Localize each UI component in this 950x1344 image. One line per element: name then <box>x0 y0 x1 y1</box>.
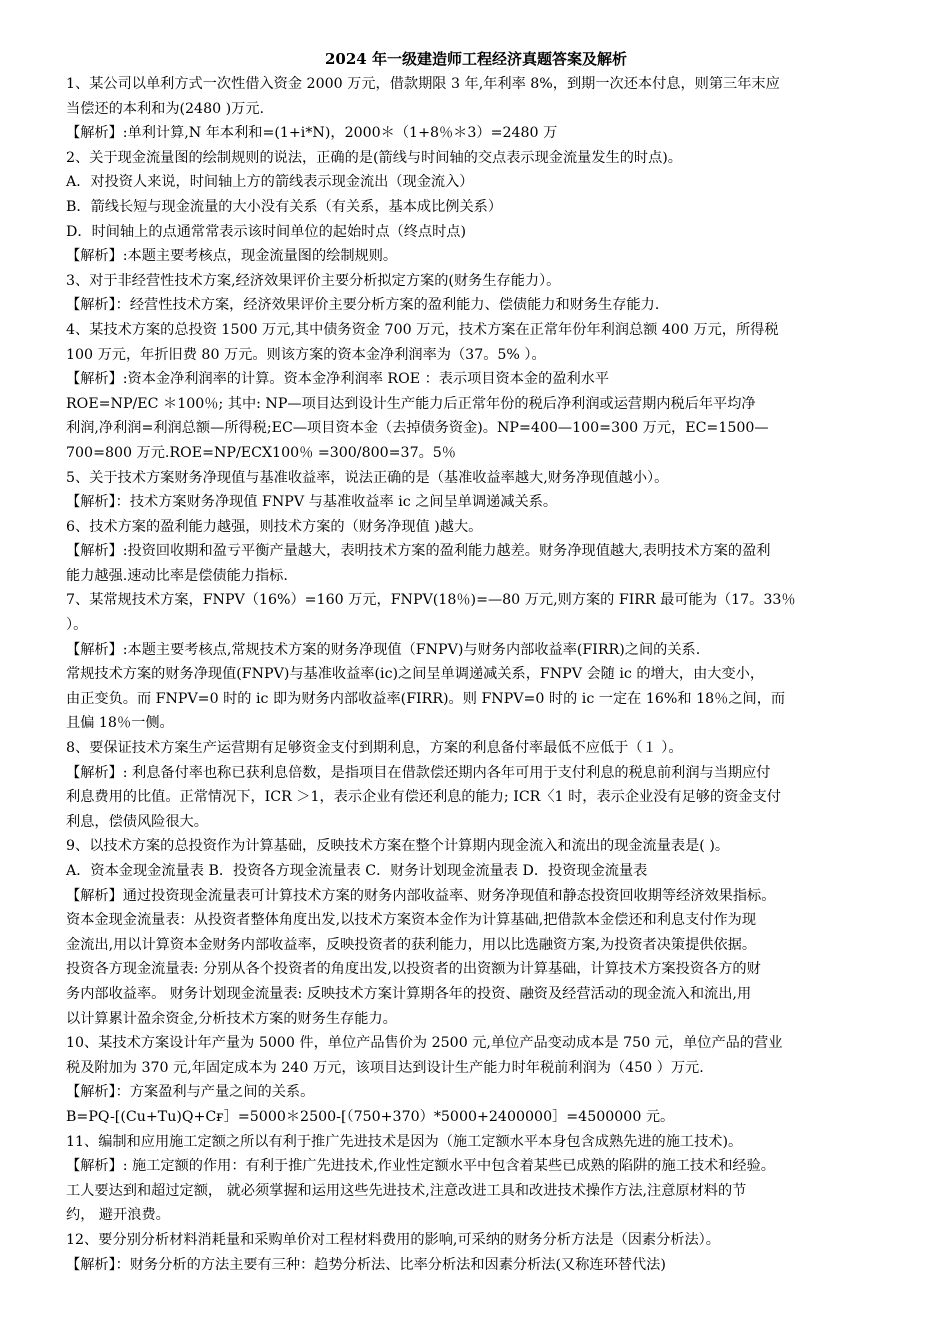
text-line: 【解析】:投资回收期和盈亏平衡产量越大，表明技术方案的盈利能力越差。财务净现值越大,表明技术方案的盈利 <box>66 543 771 560</box>
text-line: 【解析】:单利计算,N 年本利和=(1+i*N)，2000＊（1+8％＊3）=2480 万 <box>66 125 558 142</box>
text-line: 12、要分别分析材料消耗量和采购单价对工程材料费用的影响,可采纳的财务分析方法是（因素分析法）。 <box>66 1231 720 1248</box>
text-line: 【解析】:本题主要考核点,常规技术方案的财务净现值（FNPV)与财务内部收益率(FIRR)之间的关系. <box>66 641 701 658</box>
text-line: 【解析】：经营性技术方案，经济效果评价主要分析方案的盈利能力、偿债能力和财务生存能力. <box>66 297 660 314</box>
text-line: 7、某常规技术方案，FNPV（16%）=160 万元，FNPV(18％)=—80 万元,则方案的 FIRR 最可能为（17。33％ <box>66 592 796 609</box>
text-line: B=PQ-[(Cu+Tu)Q+Cғ］=5000＊2500-[（750+370）*5000+2400000］=4500000 元。 <box>66 1108 675 1125</box>
text-line: 利润,净利润=利润总额—所得税;EC—项目资本金（去掉债务资金)。NP=400—100=300 万元，EC=1500— <box>66 420 769 437</box>
text-line: 利息，偿债风险很大。 <box>66 813 208 830</box>
text-line: D．时间轴上的点通常常表示该时间单位的起始时点（终点时点) <box>66 223 466 240</box>
document-body <box>66 72 886 1277</box>
text-line: 利息费用的比值。正常情况下，ICR ＞1，表示企业有偿还利息的能力; ICR〈1 时，表示企业没有足够的资金支付 <box>66 789 781 806</box>
text-line: 当偿还的本利和为(2480 )万元. <box>66 100 265 117</box>
text-line: 【解析】:资本金净利润率的计算。资本金净利润率 ROE ：表示项目资本金的盈利水平 <box>66 371 610 388</box>
text-line: 【解析】：财务分析的方法主要有三种：趋势分析法、比率分析法和因素分析法(又称连环替代法) <box>66 1256 666 1273</box>
text-line: 100 万元，年折旧费 80 万元。则该方案的资本金净利润率为（37。5% ）。 <box>66 346 546 363</box>
text-line: 约， 避开浪费。 <box>66 1207 170 1224</box>
text-line: 【解析】: 施工定额的作用：有利于推广先进技术,作业性定额水平中包含着某些已成熟的陷阱的施工技术和经验。 <box>66 1158 775 1175</box>
text-line: B．箭线长短与现金流量的大小没有关系（有关系，基本成比例关系） <box>66 198 503 215</box>
text-line: 1、某公司以单利方式一次性借入资金 2000 万元，借款期限 3 年,年利率 8%，到期一次还本付息，则第三年末应 <box>66 76 780 92</box>
text-line: ROE=NP/EC ＊100％; 其中: NP—项目达到设计生产能力后正常年份的税后净利润或运营期内税后年平均净 <box>66 395 756 412</box>
text-line: 8、要保证技术方案生产运营期有足够资金支付到期利息，方案的利息备付率最低不应低于（１ ）。 <box>66 740 683 757</box>
text-line: 10、某技术方案设计年产量为 5000 件，单位产品售价为 2500 元,单位产品变动成本是 750 元，单位产品的营业 <box>66 1035 783 1052</box>
text-line: A．对投资人来说，时间轴上方的箭线表示现金流出（现金流入） <box>66 174 474 191</box>
text-line: 9、以技术方案的总投资作为计算基础，反映技术方案在整个计算期内现金流入和流出的现金流量表是( )。 <box>66 838 730 855</box>
text-line: 3、对于非经营性技术方案,经济效果评价主要分析拟定方案的(财务生存能力）。 <box>66 272 561 289</box>
text-line: 投资各方现金流量表: 分别从各个投资者的角度出发,以投资者的出资额为计算基础，计算技术方案投资各方的财 <box>66 961 761 978</box>
text-line: 常规技术方案的财务净现值(FNPV)与基准收益率(ic)之间呈单调递减关系，FNPV 会随 ic 的增大，由大变小， <box>66 666 765 683</box>
text-line: 【解析】：方案盈利与产量之间的关系。 <box>66 1084 315 1101</box>
document-title: 2024 年一级建造师工程经济真题答案及解析 <box>325 50 627 68</box>
text-line: 能力越强.速动比率是偿债能力指标. <box>66 567 288 584</box>
text-line: 【解析】通过投资现金流量表可计算技术方案的财务内部收益率、财务净现值和静态投资回收期等经济效果指标。 <box>66 887 776 904</box>
text-line: 税及附加为 370 元,年固定成本为 240 万元，该项目达到设计生产能力时年税前利润为（450 ）万元. <box>66 1059 704 1076</box>
text-line: A．资本金现金流量表 B．投资各方现金流量表 C．财务计划现金流量表 D．投资现金流量表 <box>66 863 648 879</box>
text-line: 4、某技术方案的总投资 1500 万元,其中债务资金 700 万元，技术方案在正常年份年利润总额 400 万元，所得税 <box>66 321 779 338</box>
text-line: 11、编制和应用施工定额之所以有利于推广先进技术是因为（施工定额水平本身包含成熟先进的施工技术)。 <box>66 1133 743 1150</box>
text-line: 2、关于现金流量图的绘制规则的说法，正确的是(箭线与时间轴的交点表示现金流量发生的时点)。 <box>66 149 682 166</box>
document-page <box>66 47 886 1277</box>
text-line: 【解析】：技术方案财务净现值 FNPV 与基准收益率 ic 之间呈单调递减关系。 <box>66 494 558 511</box>
text-line: 金流出,用以计算资本金财务内部收益率，反映投资者的获利能力，用以比选融资方案,为投资者决策提供依据。 <box>66 936 757 953</box>
text-line: ）。 <box>66 617 88 634</box>
text-line: 6、技术方案的盈利能力越强，则技术方案的（财务净现值 )越大。 <box>66 518 483 535</box>
text-line: 5、关于技术方案财务净现值与基准收益率，说法正确的是（基准收益率越大,财务净现值越小）。 <box>66 469 669 486</box>
text-line: 且偏 18％一侧。 <box>66 715 174 732</box>
text-line: 由正变负。而 FNPV=0 时的 ic 即为财务内部收益率(FIRR)。则 FNPV=0 时的 ic 一定在 16%和 18％之间，而 <box>66 690 786 707</box>
text-line: 务内部收益率。 财务计划现金流量表: 反映技术方案计算期各年的投资、融资及经营活动的现金流入和流出,用 <box>66 985 752 1002</box>
text-line: 700=800 万元.ROE=NP/ECX100％ =300/800=37。5％ <box>66 444 456 461</box>
text-line: 【解析】: 利息备付率也称已获利息倍数，是指项目在借款偿还期内各年可用于支付利息的税息前利润与当期应付 <box>66 764 771 781</box>
text-line: 资本金现金流量表：从投资者整体角度出发,以技术方案资本金作为计算基础,把借款本金偿还和利息支付作为现 <box>66 912 757 929</box>
text-line: 【解析】:本题主要考核点，现金流量图的绘制规则。 <box>66 248 398 265</box>
text-line: 以计算累计盈余资金,分析技术方案的财务生存能力。 <box>66 1010 397 1027</box>
text-line: 工人要达到和超过定额， 就必须掌握和运用这些先进技术,注意改进工具和改进技术操作方法,注意原材料的节 <box>66 1182 747 1199</box>
